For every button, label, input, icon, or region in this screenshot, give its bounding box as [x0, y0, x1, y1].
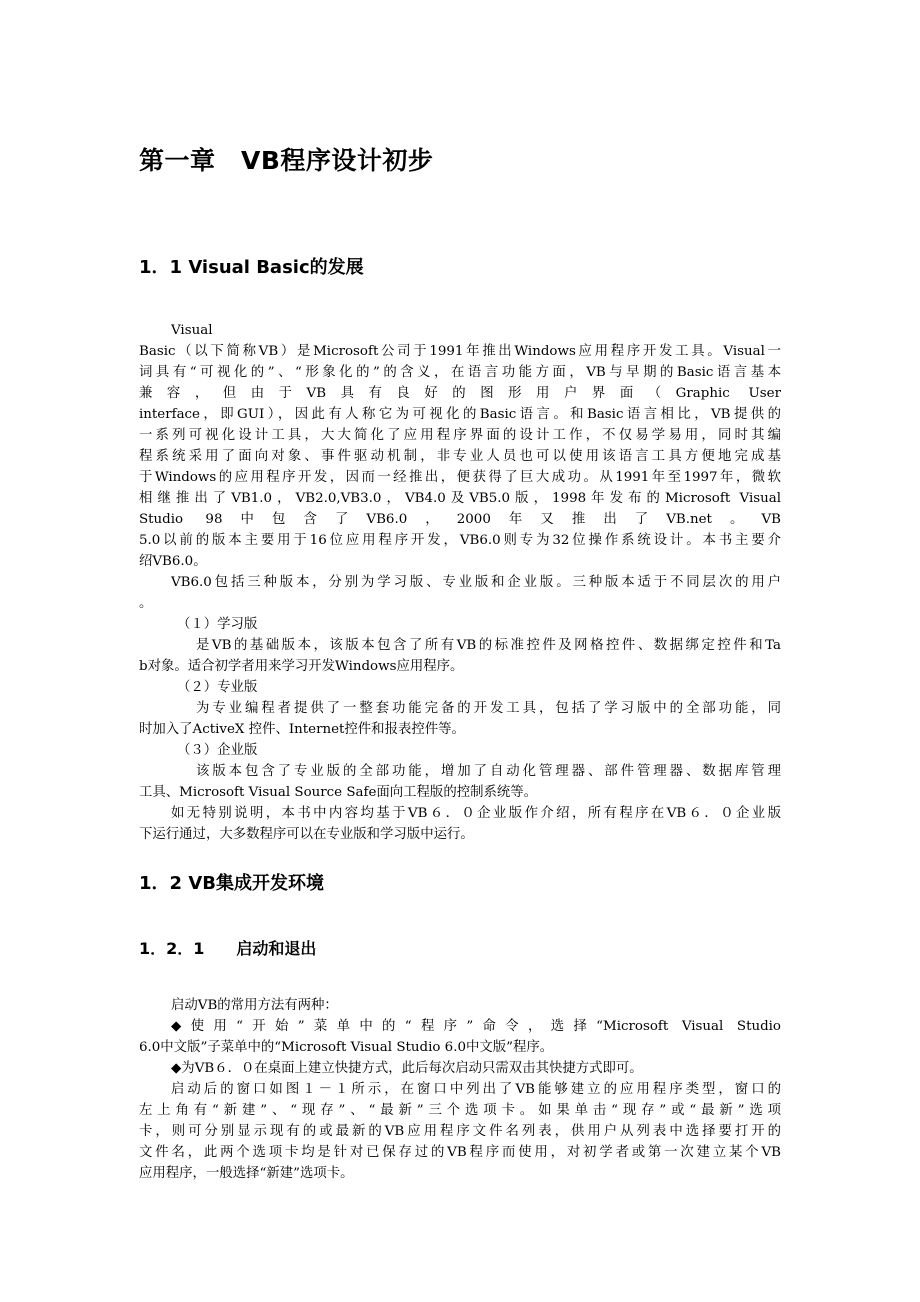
paragraph-line: 相继推出了VB1.0，VB2.0,VB3.0，VB4.0及VB5.0版，1998年发布的Microsoft Visual: [139, 491, 781, 506]
paragraph-line: 为专业编程者提供了一整套功能完备的开发工具，包括了学习版中的全部功能，同: [196, 701, 781, 716]
paragraph-line: 启动VB的常用方法有两种：: [171, 998, 338, 1013]
paragraph-line: 如无特别说明，本书中内容均基于VB６．０企业版作介绍，所有程序在VB６．０企业版: [171, 806, 781, 821]
paragraph-line: 文件名，此两个选项卡均是针对已保存过的VB程序而使用，对初学者或第一次建立某个VB: [139, 1145, 781, 1160]
paragraph-line: 该版本包含了专业版的全部功能，增加了自动化管理器、部件管理器、数据库管理: [196, 764, 781, 779]
paragraph-line: VB6.0包括三种版本，分别为学习版、专业版和企业版。三种版本适于不同层次的用户: [171, 575, 781, 590]
paragraph-line: 是VB的基础版本，该版本包含了所有VB的标准控件及网格控件、数据绑定控件和Ta: [196, 638, 781, 653]
paragraph-line: 时加入了ActiveX 控件、Internet控件和报表控件等。: [139, 722, 465, 737]
paragraph-line: 下运行通过，大多数程序可以在专业版和学习版中运行。: [139, 827, 474, 842]
section-heading-1-2: 1．2 VB集成开发环境: [139, 873, 324, 894]
section-heading-1-2-1: 1．2．1 启动和退出: [139, 939, 317, 958]
list-heading-learning-edition: （１）学习版: [177, 617, 258, 632]
paragraph-line: Studio 98中包含了VB6.0，2000年又推出了VB.net。VB: [139, 512, 781, 527]
paragraph-line: 程系统采用了面向对象、事件驱动机制，非专业人员也可以使用该语言工具方便地完成基: [139, 449, 781, 464]
paragraph-line: interface，即GUI），因此有人称它为可视化的Basic语言。和Basic语言相比，VB提供的: [139, 407, 781, 422]
paragraph-line: 5.0以前的版本主要用于16位应用程序开发，VB6.0则专为32位操作系统设计。本书主要介: [139, 533, 781, 548]
paragraph-line: Visual: [171, 323, 213, 338]
paragraph-line: 兼容，但由于VB具有良好的图形用户界面（Graphic User: [139, 386, 781, 401]
list-heading-enterprise-edition: （３）企业版: [177, 743, 258, 758]
chapter-title: 第一章 VB程序设计初步: [139, 146, 434, 175]
paragraph-line: 词具有“可视化的”、“形象化的”的含义，在语言功能方面，VB与早期的Basic语言基本: [139, 365, 781, 380]
paragraph-line: 。: [139, 596, 153, 611]
paragraph-line: Basic（以下简称VB）是Microsoft公司于1991年推出Windows应用程序开发工具。Visual一: [139, 344, 781, 359]
paragraph-line: 绍VB6.0。: [139, 554, 207, 569]
paragraph-line: 左上角有“新建”、“现存”、“最新”三个选项卡。如果单击“现存”或“最新”选项: [139, 1103, 781, 1118]
paragraph-line: 一系列可视化设计工具，大大简化了应用程序界面的设计工作，不仅易学易用，同时其编: [139, 428, 781, 443]
list-heading-professional-edition: （２）专业版: [177, 680, 258, 695]
paragraph-line: 工具、Microsoft Visual Source Safe面向工程版的控制系统等。: [139, 785, 538, 800]
bullet-line: ◆使用“开始”菜单中的“程序”命令，选择“Microsoft Visual Studio: [171, 1019, 781, 1034]
paragraph-line: 启动后的窗口如图１－１所示，在窗口中列出了VB能够建立的应用程序类型，窗口的: [171, 1082, 781, 1097]
paragraph-line: 于Windows的应用程序开发，因而一经推出，便获得了巨大成功。从1991年至1997年，微软: [139, 470, 781, 485]
bullet-line: ◆为VB６．０在桌面上建立快捷方式，此后每次启动只需双击其快捷方式即可。: [171, 1061, 643, 1076]
paragraph-line: b对象。适合初学者用来学习开发Windows应用程序。: [139, 659, 464, 674]
paragraph-line: 卡，则可分别显示现有的或最新的VB应用程序文件名列表，供用户从列表中选择要打开的: [139, 1124, 781, 1139]
section-heading-1-1: 1．1 Visual Basic的发展: [139, 257, 364, 278]
paragraph-line: 6.0中文版”子菜单中的“Microsoft Visual Studio 6.0中文版”程序。: [139, 1040, 554, 1055]
paragraph-line: 应用程序，一般选择“新建”选项卡。: [139, 1166, 354, 1181]
